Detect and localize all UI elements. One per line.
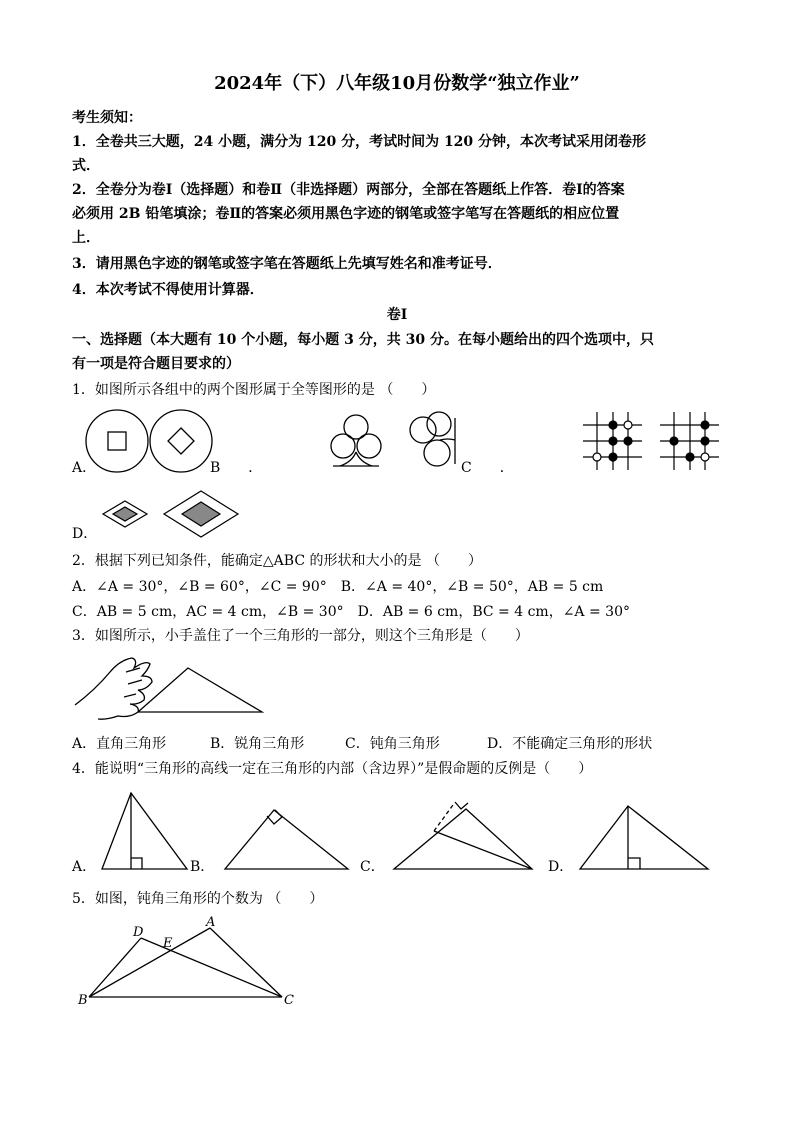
q5-label-c: C: [284, 993, 294, 1008]
q4-stem: 4．能说明“三角形的高线一定在三角形的内部（含边界）”是假命题的反例是（ ）: [72, 761, 593, 777]
section-heading: 一、选择题（本大题有 10 个小题，每小题 3 分，共 30 分。在每小题给出的四个选项中，只: [72, 332, 654, 348]
q4-option-d: D．: [548, 859, 574, 875]
q1-figure-a: [86, 410, 212, 472]
q1-option-d: D．: [72, 526, 98, 542]
q1-option-a: A．: [72, 460, 97, 476]
q1-figure-c: [583, 412, 719, 470]
q1-option-b: B ．: [210, 460, 263, 476]
q2-options-row2: C．AB = 5 cm，AC = 4 cm，∠B = 30° D．AB = 6 cm，BC = 4 cm，∠A = 30°: [72, 604, 630, 620]
q1-option-c: C ．: [461, 460, 514, 476]
q3-option-c: C．钝角三角形: [345, 736, 440, 752]
notice-line-1-cont: 式．: [72, 158, 100, 174]
volume-heading: 卷Ⅰ: [386, 307, 408, 323]
notice-line-2-cont: 必须用 2B 铅笔填涂；卷Ⅱ的答案必须用黑色字迹的钢笔或签字笔写在答题纸的相应位置: [72, 206, 620, 222]
q3-stem: 3．如图所示，小手盖住了一个三角形的一部分，则这个三角形是（ ）: [72, 628, 529, 644]
q5-label-e: E: [163, 936, 173, 951]
section-heading-cont: 有一项是符合题目要求的）: [72, 356, 240, 372]
exam-title: 2024年（下）八年级10月份数学“独立作业”: [214, 73, 580, 94]
q2-stem: 2．根据下列已知条件，能确定△ABC 的形状和大小的是 （ ）: [72, 553, 482, 569]
notice-line-4: 4．本次考试不得使用计算器．: [72, 282, 264, 298]
q4-option-b: B．: [190, 859, 215, 875]
q1-figure-d: [103, 491, 238, 537]
notice-line-3: 3．请用黑色字迹的钢笔或签字笔在答题纸上先填写姓名和准考证号．: [72, 256, 502, 272]
q4-option-c: C．: [360, 859, 385, 875]
notice-line-1: 1．全卷共三大题，24 小题，满分为 120 分，考试时间为 120 分钟，本次考试采用闭卷形: [72, 134, 647, 150]
q4-figure-d: [580, 806, 708, 869]
q2-options-row1: A．∠A = 30°，∠B = 60°，∠C = 90° B．∠A = 40°，∠B = 50°，AB = 5 cm: [72, 579, 604, 595]
q3-option-d: D．不能确定三角形的形状: [487, 736, 653, 752]
q4-option-a: A．: [72, 859, 97, 875]
q4-figure-c: [394, 802, 532, 869]
q4-figure-a: [102, 793, 187, 869]
notice-line-2-end: 上．: [72, 230, 100, 246]
q5-label-b: B: [78, 993, 88, 1008]
q5-label-d: D: [133, 925, 144, 940]
q1-figure-b: [331, 412, 455, 466]
notice-heading: 考生须知：: [72, 110, 142, 126]
q5-stem: 5．如图，钝角三角形的个数为 （ ）: [72, 891, 324, 907]
notice-line-2: 2．全卷分为卷Ⅰ（选择题）和卷Ⅱ（非选择题）两部分，全部在答题纸上作答．卷Ⅰ的答案: [72, 182, 625, 198]
q4-figure-b: [225, 810, 348, 869]
q3-option-a: A．直角三角形: [72, 736, 167, 752]
q5-label-a: A: [206, 915, 216, 930]
q3-figure: [75, 658, 262, 719]
q3-option-b: B．锐角三角形: [210, 736, 305, 752]
q5-figure: [89, 928, 282, 997]
q1-stem: 1．如图所示各组中的两个图形属于全等图形的是 （ ）: [72, 382, 436, 398]
